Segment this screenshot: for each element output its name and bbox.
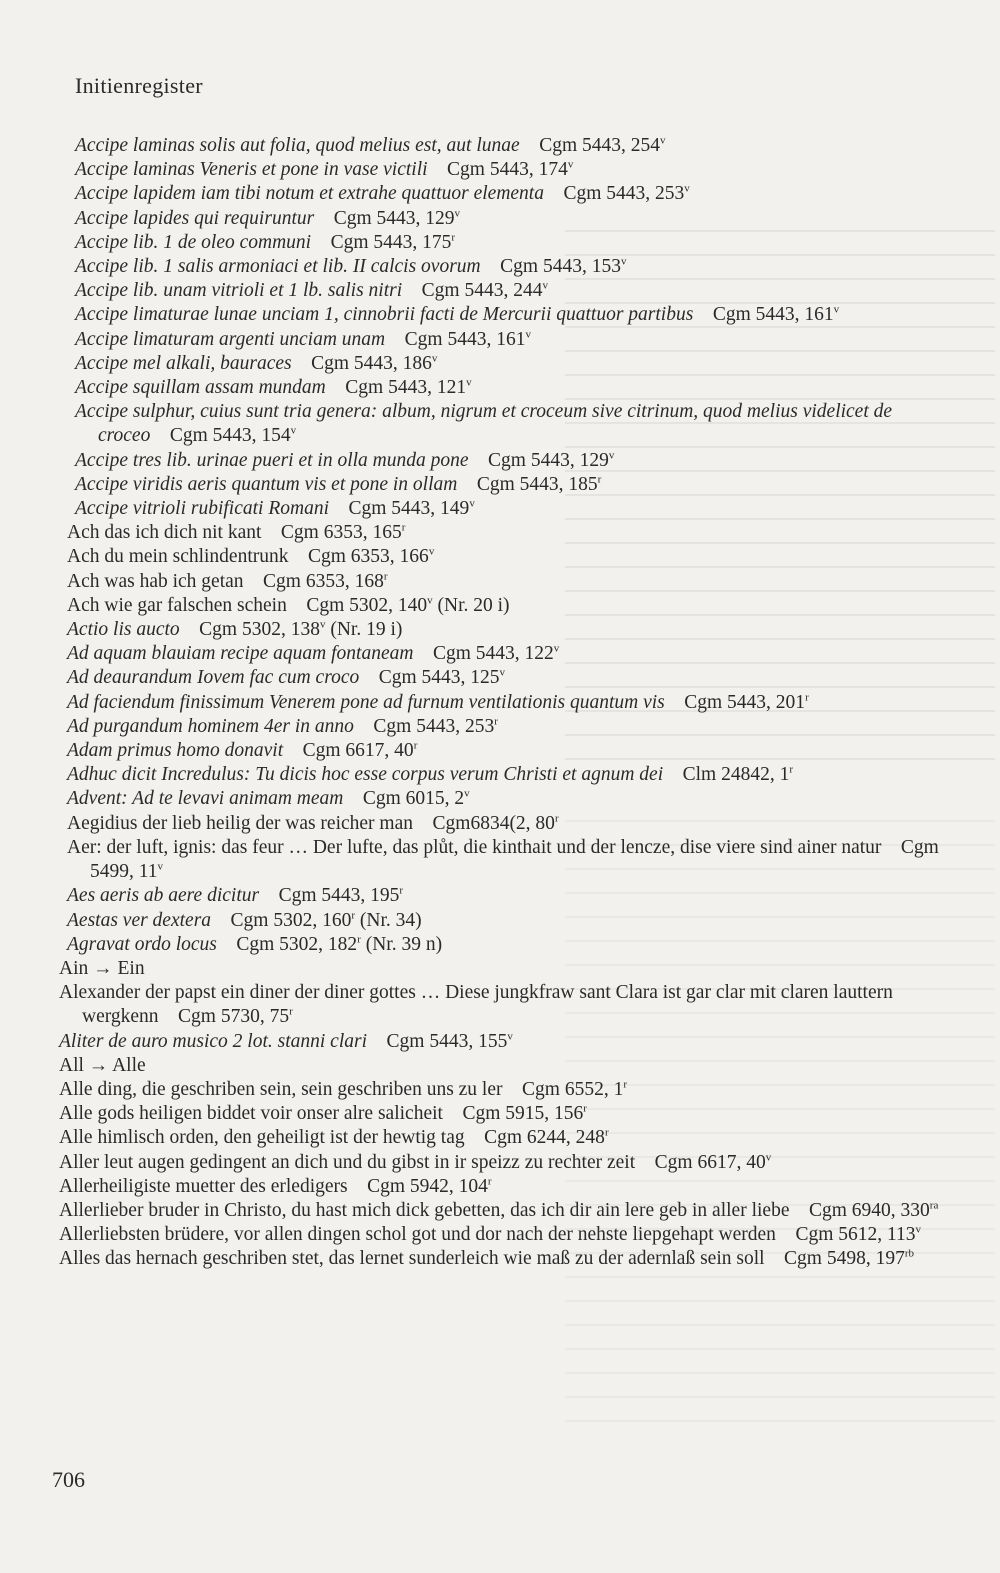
- folio-side: r: [597, 473, 602, 486]
- folio-side: v: [660, 134, 666, 147]
- index-entry: [59, 981, 943, 1029]
- index-entry: [67, 691, 943, 715]
- index-entry: [67, 812, 943, 836]
- entry-incipit: Actio lis aucto: [67, 619, 180, 641]
- folio-side: v: [567, 158, 574, 171]
- entry-reference: Cgm 5443, 154: [169, 425, 291, 447]
- index-entry: [67, 739, 943, 763]
- index-entry: [75, 449, 943, 473]
- index-entry: [67, 763, 943, 787]
- entry-incipit: Accipe lib. unam vitrioli et 1 lb. salis nitri: [75, 280, 403, 302]
- entry-reference: Cgm 6940, 330: [808, 1199, 930, 1221]
- entry-incipit: Accipe lib. 1 de oleo communi: [75, 231, 312, 253]
- folio-side: v: [915, 1223, 922, 1236]
- index-entry: [67, 787, 943, 811]
- index-entry: [75, 134, 943, 158]
- entry-reference: Cgm 5443, 125: [378, 667, 500, 689]
- index-entry: [67, 618, 943, 642]
- folio-side: v: [833, 303, 840, 316]
- entry-incipit: Adam primus homo donavit: [67, 740, 284, 762]
- folio-side: v: [431, 352, 438, 365]
- folio-side: v: [620, 255, 627, 268]
- entry-incipit: Ach wie gar falschen schein: [67, 594, 287, 616]
- entry-incipit: Alles das hernach geschriben stet, das lernet sunderleich wie maß zu der adernlaß sein soll: [59, 1248, 765, 1270]
- entry-incipit: Alexander der papst ein diner der diner gottes … Diese jungkfraw sant Clara ist gar clar mit claren lauttern wergkenn: [59, 982, 893, 1028]
- entry-reference: Cgm 6617, 40: [302, 740, 414, 762]
- index-entry: [67, 570, 943, 594]
- entry-incipit: Allerlieber bruder in Christo, du hast mich dick gebetten, das ich dir ain lere geb in aller liebe: [59, 1199, 790, 1221]
- index-entry: [59, 1102, 943, 1126]
- entry-reference: Cgm 5443, 185: [476, 473, 598, 495]
- folio-side: r: [351, 909, 356, 921]
- entry-incipit: Accipe vitrioli rubificati Romani: [75, 498, 329, 520]
- page-number: 706: [52, 1467, 85, 1492]
- entry-incipit: Accipe limaturam argenti unciam unam: [75, 328, 386, 350]
- entry-incipit: Ad faciendum finissimum Venerem pone ad furnum ventilationis quantum vis: [67, 691, 665, 713]
- folio-side: v: [290, 424, 297, 437]
- index-entry: [59, 1054, 943, 1078]
- entry-reference: Cgm 5443, 155: [386, 1030, 508, 1052]
- entry-incipit: Ain → Ein: [59, 957, 145, 979]
- entry-note: (Nr. 39 n): [365, 933, 443, 955]
- index-entry: [75, 352, 943, 376]
- index-entry: [59, 1199, 943, 1223]
- entry-incipit: Ad deaurandum Iovem fac cum croco: [67, 667, 360, 689]
- entry-reference: Cgm 5443, 149: [348, 498, 470, 520]
- index-entry: [59, 1126, 943, 1150]
- entry-reference: Cgm 5443, 175: [330, 231, 452, 253]
- entry-reference: Cgm 5730, 75: [178, 1006, 290, 1028]
- entry-reference: Cgm 5942, 104: [367, 1175, 488, 1197]
- entry-incipit: Advent: Ad te levavi animam meam: [67, 788, 344, 810]
- folio-side: v: [428, 545, 435, 558]
- entry-reference: Cgm 5443, 129: [333, 207, 455, 229]
- entry-incipit: Accipe laminas Veneris et pone in vase victili: [75, 159, 428, 181]
- entry-incipit: Accipe tres lib. urinae pueri et in olla munda pone: [75, 449, 469, 471]
- folio-side: r: [401, 521, 406, 534]
- entry-reference: Cgm 5443, 253: [373, 715, 495, 737]
- index-entry: [59, 1175, 943, 1199]
- folio-side: r: [604, 1126, 609, 1139]
- entry-reference: Cgm 6015, 2: [362, 788, 465, 810]
- entry-incipit: Aer: der luft, ignis: das feur … Der lufte, das plůt, die kinthait und der lencze, dise viere sind ainer natur: [67, 836, 882, 858]
- entry-reference: Cgm 5612, 113: [795, 1224, 916, 1246]
- entry-reference: Cgm 5443, 254: [539, 135, 660, 156]
- folio-side: r: [487, 1175, 492, 1188]
- folio-side: v: [157, 860, 164, 873]
- entry-reference: Cgm 5915, 156: [462, 1103, 584, 1125]
- folio-side: v: [765, 1151, 772, 1164]
- index-entry: [59, 1078, 943, 1102]
- entry-incipit: Accipe mel alkali, bauraces: [75, 352, 292, 374]
- entry-reference: Cgm 6353, 168: [263, 570, 384, 592]
- index-entry: [67, 594, 943, 618]
- folio-side: v: [553, 642, 560, 655]
- index-entry: [75, 303, 943, 327]
- entry-reference: Cgm 5498, 197: [784, 1248, 905, 1270]
- index-entries: [59, 134, 943, 1272]
- index-entry: [75, 207, 943, 231]
- folio-side: r: [623, 1078, 627, 1091]
- entry-incipit: Allerheiligiste muetter des erledigers: [59, 1175, 348, 1197]
- index-entry: [67, 933, 943, 957]
- folio-side: r: [399, 884, 404, 897]
- entry-reference: Cgm 5443, 121: [345, 377, 467, 399]
- entry-incipit: Accipe lib. 1 salis armoniaci et lib. II calcis ovorum: [75, 256, 481, 278]
- entry-reference: Cgm 6552, 1: [522, 1078, 624, 1100]
- entry-note: (Nr. 19 i): [330, 619, 403, 641]
- entry-incipit: Alle himlisch orden, den geheiligt ist der hewtig tag: [59, 1127, 465, 1149]
- folio-side: v: [608, 449, 615, 462]
- entry-reference: Cgm 5499, 11: [90, 836, 939, 883]
- entry-incipit: Allerliebsten brüdere, vor allen dingen schol got und dor nach der nehste liepgehapt werden: [59, 1224, 776, 1246]
- entry-incipit: Agravat ordo locus: [67, 933, 217, 955]
- entry-reference: Cgm 6617, 40: [654, 1151, 766, 1173]
- folio-side: v: [454, 207, 461, 220]
- index-entry: [59, 1030, 943, 1054]
- entry-reference: Cgm 5443, 244: [421, 280, 543, 302]
- index-entry: [67, 909, 943, 933]
- index-entry: [67, 666, 943, 690]
- index-entry: [75, 473, 943, 497]
- entry-reference: Cgm 5443, 186: [311, 352, 432, 374]
- entry-reference: Cgm 5302, 138: [199, 619, 320, 641]
- entry-incipit: Accipe lapides qui requiruntur: [75, 207, 315, 229]
- index-entry: [75, 279, 943, 303]
- index-entry: [75, 497, 943, 521]
- index-entry: [67, 545, 943, 569]
- entry-note: (Nr. 34): [359, 909, 422, 931]
- entry-reference: Clm 24842, 1: [682, 764, 790, 786]
- folio-side: r: [289, 1005, 293, 1018]
- entry-incipit: Ach du mein schlindentrunk: [67, 546, 289, 568]
- entry-note: (Nr. 20 i): [437, 594, 510, 616]
- entry-incipit: Accipe squillam assam mundam: [75, 377, 326, 399]
- entry-incipit: Aestas ver dextera: [67, 909, 212, 931]
- folio-side: r: [805, 691, 809, 704]
- folio-side: v: [525, 328, 531, 341]
- index-entry: [67, 642, 943, 666]
- entry-incipit: Accipe sulphur, cuius sunt tria genera: album, nigrum et croceum sive citrinum, quod melius videlicet de croceo: [75, 401, 893, 447]
- entry-incipit: Ad aquam blauiam recipe aquam fontaneam: [67, 643, 414, 665]
- entry-incipit: Accipe laminas solis aut folia, quod melius est, aut lunae: [75, 135, 520, 156]
- folio-side: r: [413, 739, 418, 752]
- entry-incipit: Ach was hab ich getan: [67, 570, 244, 592]
- entry-reference: Cgm 5302, 160: [230, 909, 352, 931]
- index-entry: [59, 1247, 943, 1271]
- entry-incipit: Aegidius der lieb heilig der was reicher man: [67, 812, 414, 834]
- entry-incipit: Alle gods heiligen biddet voir onser alre salicheit: [59, 1103, 443, 1125]
- folio-side: r: [357, 933, 361, 946]
- folio-side: v: [319, 618, 326, 631]
- index-entry: [75, 376, 943, 400]
- entry-reference: Cgm 5443, 174: [447, 159, 568, 181]
- folio-side: v: [542, 279, 548, 292]
- entry-reference: Cgm6834(2, 80: [432, 812, 555, 834]
- index-entry: [75, 182, 943, 206]
- folio-side: v: [466, 376, 472, 389]
- entry-reference: Cgm 5443, 129: [488, 449, 609, 471]
- entry-reference: Cgm 6353, 166: [308, 546, 429, 568]
- index-entry: [75, 231, 943, 255]
- index-entry: [75, 328, 943, 352]
- index-entry: [67, 884, 943, 908]
- entry-reference: Cgm 6244, 248: [484, 1127, 605, 1149]
- entry-reference: Cgm 5443, 161: [712, 304, 834, 326]
- entry-reference: Cgm 5302, 182: [236, 933, 358, 955]
- index-entry: [67, 521, 943, 545]
- folio-side: r: [494, 715, 498, 728]
- entry-incipit: Aes aeris ab aere dicitur: [67, 885, 260, 907]
- index-entry: [59, 1223, 943, 1247]
- folio-side: v: [427, 594, 433, 607]
- folio-side: v: [469, 497, 475, 510]
- folio-side: rb: [904, 1247, 915, 1260]
- entry-reference: Cgm 5302, 140: [306, 594, 428, 616]
- index-entry: [67, 836, 943, 884]
- entry-reference: Cgm 5443, 195: [278, 885, 400, 907]
- entry-reference: Cgm 5443, 153: [500, 256, 621, 278]
- entry-incipit: All → Alle: [59, 1054, 146, 1076]
- entry-incipit: Adhuc dicit Incredulus: Tu dicis hoc esse corpus verum Christi et agnum dei: [67, 764, 664, 786]
- entry-incipit: Accipe viridis aeris quantum vis et pone in ollam: [75, 473, 458, 495]
- folio-side: r: [789, 763, 794, 776]
- index-entry: [59, 957, 943, 981]
- entry-incipit: Aliter de auro musico 2 lot. stanni clari: [59, 1030, 368, 1052]
- index-entry: [75, 158, 943, 182]
- entry-reference: Cgm 6353, 165: [280, 522, 402, 544]
- index-entry: [75, 255, 943, 279]
- entry-incipit: Aller leut augen gedingent an dich und du gibst in ir speizz zu rechter zeit: [59, 1151, 636, 1173]
- folio-side: r: [554, 812, 559, 825]
- index-entry: [75, 400, 943, 448]
- entry-incipit: Alle ding, die geschriben sein, sein geschriben uns zu ler: [59, 1078, 503, 1100]
- index-entry: [67, 715, 943, 739]
- entry-reference: Cgm 5443, 253: [563, 183, 685, 205]
- folio-side: v: [507, 1030, 513, 1043]
- folio-side: r: [583, 1102, 587, 1115]
- entry-reference: Cgm 5443, 122: [432, 643, 554, 665]
- entry-incipit: Ach das ich dich nit kant: [67, 522, 262, 544]
- entry-incipit: Accipe lapidem iam tibi notum et extrahe quattuor elementa: [75, 183, 544, 205]
- folio-side: v: [499, 666, 506, 679]
- running-header: Initienregister: [75, 73, 203, 98]
- folio-side: r: [451, 231, 456, 244]
- folio-side: v: [684, 182, 690, 195]
- entry-reference: Cgm 5443, 201: [684, 691, 806, 713]
- entry-reference: Cgm 5443, 161: [404, 328, 526, 350]
- folio-side: v: [464, 787, 470, 800]
- folio-side: r: [383, 570, 388, 583]
- entry-incipit: Ad purgandum hominem 4er in anno: [67, 715, 354, 737]
- index-entry: [59, 1151, 943, 1175]
- entry-incipit: Accipe limaturae lunae unciam 1, cinnobrii facti de Mercurii quattuor partibus: [75, 304, 694, 326]
- folio-side: ra: [929, 1199, 939, 1212]
